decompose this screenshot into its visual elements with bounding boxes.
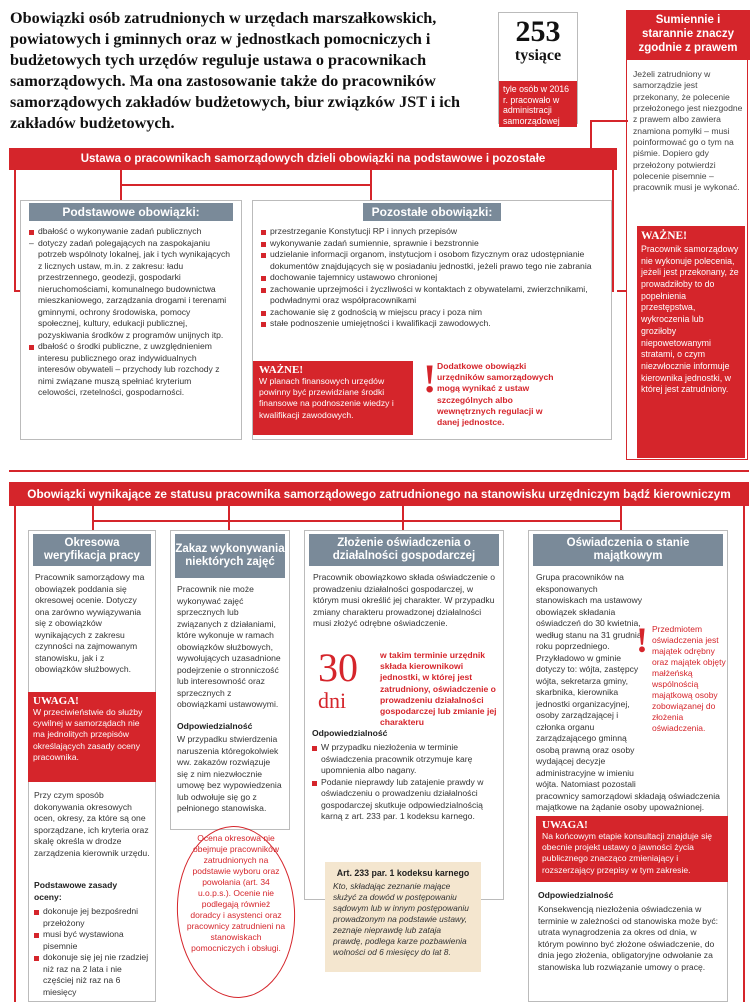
connector-line — [590, 120, 592, 148]
list-item: przestrzeganie Konstytucji RP i innych przepisów — [261, 226, 603, 238]
basic-duties-panel — [20, 200, 242, 440]
connector-line — [92, 520, 622, 522]
stat-box — [498, 12, 578, 124]
stat-number: 253 — [515, 15, 561, 48]
important-text: W planach finansowych urzędów powinny być przewidziane środki finansowe na podnoszenie wiedzy i kwalifikacji zawodowych. — [259, 376, 394, 420]
column-title: Złożenie oświadczenia o działalności gospodarczej — [309, 534, 499, 566]
exclamation-icon: ! — [423, 356, 437, 401]
connector-line — [612, 170, 614, 292]
extra-duties-note: Dodatkowe obowiązki urzędników samorządowych mogą wynikać z ustaw szczególnych albo wewnętrznych regulacji w danej jednostce. — [437, 361, 554, 427]
article-box — [325, 862, 481, 972]
basic-duties-title: Podstawowe obowiązki: — [29, 203, 233, 221]
responsibility-title: Odpowiedzialność — [312, 728, 388, 738]
article-title: Art. 233 par. 1 kodeksu karnego — [336, 868, 470, 878]
connector-line — [590, 120, 628, 122]
oval-text: Ocena okresowa nie obejmuje pracowników zatrudnionych na podstawie wyboru oraz powołania (art. 34 u.o.p.s.). Ocenie nie podlegają również doradcy i asystenci oraz pracownicy zatrudnieni na stanowiskach pomocniczych i obsługi. — [186, 833, 286, 954]
column-title: Zakaz wykonywania niektórych zajęć — [175, 534, 285, 578]
asset-note: Przedmiotem oświadczenia jest majątek odrębny oraz majątek objęty małżeńską wspólnością majątkową osoby zobowiązanej do złożenia oświadczenia. — [652, 624, 726, 734]
list-item: zachowanie się z godnością w miejscu pracy i poza nim — [261, 307, 603, 319]
important-box — [253, 361, 413, 435]
list-item: Podanie nieprawdy lub zatajenie prawdy w oświadczeniu o prowadzeniu działalności gospodarczej skutkuje odpowiedzialnością karną z art. 233 par. 1 kodeksu karnego. — [312, 777, 498, 823]
criteria-title: Podstawowe zasady oceny: — [34, 880, 118, 902]
list-item: stałe podnoszenie umiejętności i kwalifikacji zawodowych. — [261, 318, 603, 330]
list-item: dokonuje jej bezpośredni przełożony — [34, 906, 152, 929]
side-warning — [637, 226, 745, 458]
notice-title: UWAGA! — [33, 695, 79, 707]
list-item: dochowanie tajemnicy ustawowo chronionej — [261, 272, 603, 284]
list-item: wykonywanie zadań sumiennie, sprawnie i bezstronnie — [261, 238, 603, 250]
responsibility-text: Konsekwencją niezłożenia oświadczenia w terminie w zależności od stanowiska może być: utrata wynagrodzenia za okres od dnia, w którym powinno być złożone oświadczenie, do dnia jego złożenia, obligatoryjne odwołanie za stanowiska lub rozwiązanie umowy o pracę. — [538, 904, 719, 972]
exclamation-icon: ! — [636, 620, 648, 660]
stat-unit: tysiące — [514, 47, 562, 64]
other-duties-title: Pozostałe obowiązki: — [363, 203, 501, 221]
list-item: – dotyczy zadań polegających na zaspokajaniu potrzeb wspólnoty lokalnej, jak i tych wynikających z licznych ustaw, m.in. z zakresu: ładu przestrzennego, geodezji, gospodarki nieruchomościami, komunalnego budownictwa mieszkaniowego, zarządzania drogami i terenami gminnymi, ochrony środowiska, pomocy społecznej, kultury, edukacji publicznej, pozyskiwania środków z programów unijnych itp. — [29, 238, 233, 342]
notice-text: W przeciwieństwie do służby cywilnej w samorządach nie ma jednolitych przepisów określających zasady oceny pracownika. — [33, 707, 143, 762]
connector-line — [14, 170, 16, 292]
side-card — [626, 10, 748, 460]
big-number: 30 — [318, 645, 358, 690]
column-title: Oświadczenia o stanie majątkowym — [533, 534, 723, 566]
stat-note: tyle osób w 2016 r. pracowało w administracji samorządowej — [499, 81, 577, 127]
connector-line — [370, 170, 372, 202]
notice-title: UWAGA! — [542, 819, 588, 831]
list-item: dbałość o środki publiczne, z uwzględnieniem interesu publicznego oraz indywidualnych interesów obywateli – przychody lub rozchody z nimi związane muszą spełniać kryterium celowości, rzetelności, gospodarności. — [29, 341, 233, 399]
side-card-body: Jeżeli zatrudniony w samorządzie jest przekonany, że polecenie przełożonego jest niezgodne z prawem albo zawiera znamiona pomyłki – musi poinformować go o tym na piśmie. Dopiero gdy przełożony potwierdzi polecenie pisemnie – pracownik musi je wykonać. — [633, 69, 743, 193]
section1-title: Ustawa o pracownikach samorządowych dzieli obowiązki na podstawowe i pozostałe — [9, 148, 617, 170]
list-item: W przypadku niezłożenia w terminie oświadczenia pracownik otrzymuje karę upomnienia albo nagany. — [312, 742, 498, 777]
article-text: Kto, składając zeznanie mające służyć za dowód w postępowaniu sądowym lub w innym postępowaniu prowadzonym na podstawie ustawy, zeznaje nieprawdę lub zataja prawdę, podlega karze pozbawienia wolności od 6 miesięcy do lat 8. — [333, 881, 469, 957]
notice-box — [28, 692, 156, 782]
other-duties-list — [253, 221, 611, 330]
connector-line — [743, 506, 745, 1002]
big-number-unit: dni — [318, 688, 347, 713]
criteria-list — [34, 906, 152, 998]
list-item: udzielanie informacji organom, instytucjom i osobom fizycznym oraz udostępnianie dokumentów znajdujących się w posiadaniu jednostki, jeżeli prawo tego nie zabrania — [261, 249, 603, 272]
column-prohibited-jobs — [170, 530, 290, 830]
connector-line — [120, 170, 122, 202]
connector-line — [120, 184, 372, 186]
responsibility-title: Odpowiedzialność — [177, 720, 253, 731]
side-warning-title: WAŻNE! — [641, 230, 688, 242]
column-text: Pracownik obowiązkowo składa oświadczenie o prowadzeniu działalności gospodarczej, w którym musi określić jej charakter. W przypadku zmiany charakteru prowadzonej działalności musi złożyć odrębne oświadczenie. — [313, 572, 495, 629]
column-title: Okresowa weryfikacja pracy — [33, 534, 151, 566]
section2-title: Obowiązki wynikające ze statusu pracownika samorządowego zatrudnionego na stanowisku urzędniczym bądź kierowniczym — [9, 482, 749, 506]
list-item: zachowanie uprzejmości i życzliwości w kontaktach z obywatelami, zwierzchnikami, podwładnymi oraz współpracownikami — [261, 284, 603, 307]
asset-text: Grupa pracowników na eksponowanych stanowiskach ma ustawowy obowiązek składania oświadczeń do 30 kwietnia, według stanu na 31 grudnia roku poprzedniego. Przykładowo w gminie dotyczy to: wójta, zastępcy wójta, sekretarza gminy, skarbnika, kierownika jednostki organizacyjnej, osoby zarządzającej i członka organu zarządzającego gminną osobą prawną oraz osoby wydającej decyzje administracyjne w imieniu wójta. Natomiast pozostali pracownicy samorządowi składają oświadczenia majątkowe na żądanie osoby upoważnionej. — [536, 572, 720, 813]
notice-text: Na końcowym etapie konsultacji znajduje się obecnie projekt ustawy o jawności życia publicznego znacząco zmieniający i rozszerzający przepisy w tym zakresie. — [542, 831, 713, 875]
divider — [9, 470, 749, 472]
responsibility-text: W przypadku stwierdzenia naruszenia któregokolwiek ww. zakazów rozwiązuje się z nim niezwłocznie umowę bez wypowiedzenia lub odwołuje się go z pełnionego stanowiska. — [177, 734, 282, 814]
basic-duties-list — [21, 221, 241, 399]
connector-line — [14, 506, 16, 1002]
other-duties-panel — [252, 200, 612, 440]
notice-box — [536, 816, 728, 882]
side-warning-text: Pracownik samorządowy nie wykonuje polecenia, jeżeli jest przekonany, że prowadziłoby to do popełnienia przestępstwa, wykroczenia lub groziłoby niepowetowanymi stratami, o czym niezwłocznie informuje kierownika jednostki, w której jest zatrudniony. — [641, 244, 739, 395]
column-text: Pracownik samorządowy ma obowiązek poddania się okresowej ocenie. Dotyczy ona zarówno wywiązywania się z obowiązków wynikających z zakresu czynności na zajmowanym stanowisku, jak i z obowiązków służbowych. — [35, 572, 145, 675]
column-text: Pracownik nie może wykonywać zajęć sprzecznych lub związanych z działaniami, które wykonuje w ramach obowiązków służbowych, wywołujących uzasadnione podejrzenie o stronniczość lub interesowność oraz sprzecznych z obowiązkami ustawowymi. — [177, 584, 281, 710]
list-item: dbałość o wykonywanie zadań publicznych — [29, 226, 233, 238]
review-details: Przy czym sposób dokonywania okresowych ocen, okresy, za które są one sporządzane, ich kryteria oraz skalę określa w drodze zarządzenia kierownik urzędu. — [34, 790, 150, 858]
list-item: musi być wystawiona pisemnie — [34, 929, 152, 952]
deadline-text: w takim terminie urzędnik składa kierownikowi jednostki, w której jest zatrudniony, oświadczenie o prowadzeniu działalności gospodarczej lub zmianie jej charakteru — [380, 650, 497, 728]
responsibility-list — [312, 742, 498, 823]
connector-line — [617, 290, 627, 292]
list-item: dokonuje się jej nie rzadziej niż raz na 2 lata i nie częściej niż raz na 6 miesięcy — [34, 952, 152, 998]
intro-paragraph: Obowiązki osób zatrudnionych w urzędach marszałkowskich, powiatowych i gminnych oraz w jednostkach pomocniczych i budżetowych tych urzędów reguluje ustawa o pracownikach samorządowych. Ma ona zastosowanie także do pracowników samorządowych zakładów budżetowych, biur związków JST i ich zakładów budżetowych. — [10, 9, 460, 133]
responsibility-title: Odpowiedzialność — [538, 890, 614, 900]
important-title: WAŻNE! — [259, 364, 304, 376]
side-card-title: Sumiennie i starannie znaczy zgodnie z prawem — [626, 10, 750, 60]
